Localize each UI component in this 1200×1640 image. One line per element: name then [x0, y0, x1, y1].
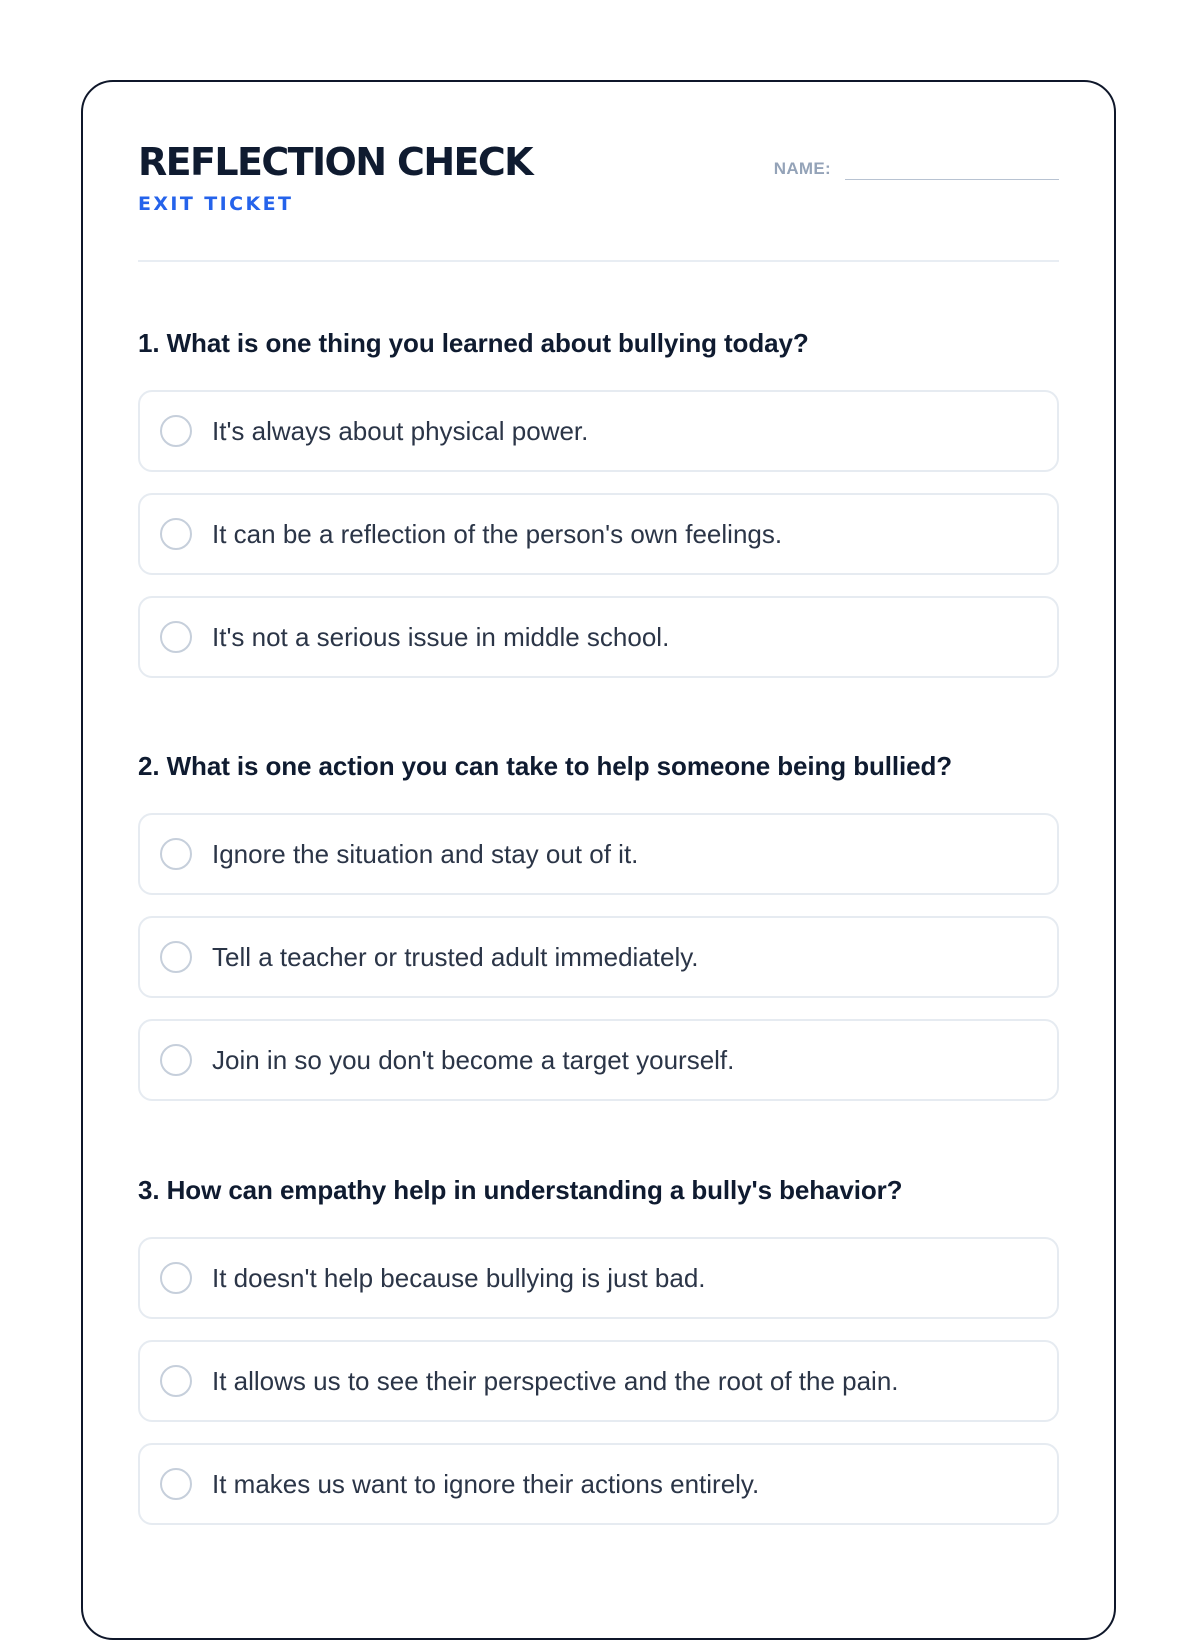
answer-option[interactable]: [138, 1340, 1059, 1422]
page-title: REFLECTION CHECK: [138, 140, 533, 184]
radio-button[interactable]: [160, 1468, 192, 1500]
name-field-group: [774, 158, 1059, 180]
question-2: [138, 751, 1059, 1122]
card-header: [138, 82, 1059, 262]
page-subtitle: EXIT TICKET: [138, 193, 294, 215]
question-text: 1. What is one thing you learned about bullying today?: [138, 328, 809, 358]
question-text: 3. How can empathy help in understanding a bully's behavior?: [138, 1175, 903, 1205]
radio-button[interactable]: [160, 621, 192, 653]
answer-option[interactable]: [138, 916, 1059, 998]
answer-option[interactable]: [138, 1237, 1059, 1319]
radio-button[interactable]: [160, 1044, 192, 1076]
answer-label: It's not a serious issue in middle school.: [212, 622, 670, 652]
question-3: [138, 1175, 1059, 1546]
question-text: 2. What is one action you can take to help someone being bullied?: [138, 751, 953, 781]
answer-option[interactable]: [138, 390, 1059, 472]
radio-button[interactable]: [160, 1365, 192, 1397]
answer-option[interactable]: [138, 493, 1059, 575]
answer-option[interactable]: [138, 1019, 1059, 1101]
name-label: NAME:: [773, 159, 831, 178]
answer-label: It makes us want to ignore their actions entirely.: [212, 1469, 760, 1499]
answer-option[interactable]: [138, 1443, 1059, 1525]
radio-button[interactable]: [160, 838, 192, 870]
radio-button[interactable]: [160, 941, 192, 973]
radio-button[interactable]: [160, 1262, 192, 1294]
card-content: [138, 82, 1059, 1499]
answer-option[interactable]: [138, 596, 1059, 678]
answer-label: It allows us to see their perspective and the root of the pain.: [212, 1366, 899, 1396]
answer-options: [138, 1237, 1059, 1525]
answer-label: It doesn't help because bullying is just bad.: [212, 1263, 706, 1293]
radio-button[interactable]: [160, 415, 192, 447]
answer-options: [138, 813, 1059, 1101]
answer-label: It's always about physical power.: [212, 416, 589, 446]
answer-label: Join in so you don't become a target yourself.: [212, 1045, 735, 1075]
answer-label: It can be a reflection of the person's own feelings.: [212, 519, 783, 549]
name-input[interactable]: [845, 159, 1059, 180]
answer-options: [138, 390, 1059, 678]
question-1: [138, 328, 1059, 699]
exit-ticket-card: [81, 80, 1116, 1640]
answer-label: Ignore the situation and stay out of it.: [212, 839, 639, 869]
radio-button[interactable]: [160, 518, 192, 550]
answer-option[interactable]: [138, 813, 1059, 895]
answer-label: Tell a teacher or trusted adult immediately.: [212, 942, 699, 972]
